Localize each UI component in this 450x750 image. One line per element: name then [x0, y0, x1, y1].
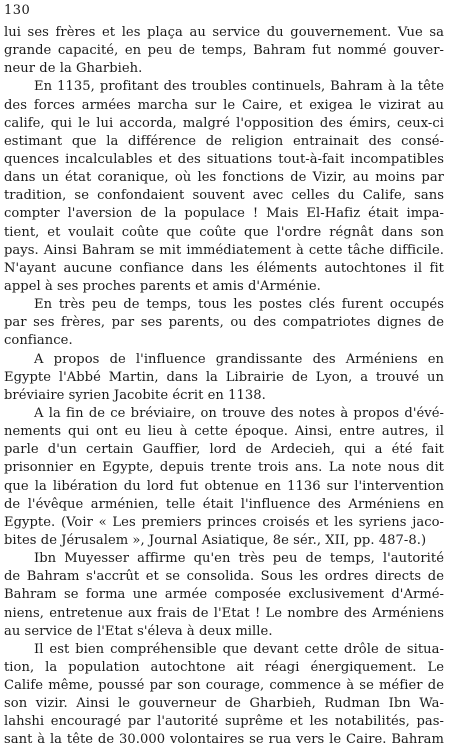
- text-line: A la fin de ce bréviaire, on trouve des notes à propos d'évé-: [34, 405, 444, 421]
- text-line: tient, et voulait coûte que coûte que l'ordre régnât dans son: [4, 224, 444, 240]
- text-line: Egypte. (Voir « Les premiers princes croisés et les syriens jaco-: [4, 514, 444, 530]
- text-line: neur de la Gharbieh.: [4, 61, 143, 77]
- text-line: de l'évêque arménien, telle était l'influence des Arméniens en: [4, 496, 444, 512]
- page-number: 130: [4, 3, 31, 18]
- text-line: bites de Jérusalem », Journal Asiatique, 8e sér., XII, pp. 487-8.): [4, 532, 427, 548]
- text-line: tion, la population autochtone ait réagi énergiquement. Le: [4, 659, 444, 675]
- text-line: Calife même, poussé par son courage, commence à se méfier de: [4, 678, 444, 694]
- text-line: des forces armées marcha sur le Caire, et exigea le vizirat au: [4, 97, 444, 113]
- text-line: confiance.: [4, 333, 73, 349]
- text-line: par ses frères, par ses parents, ou des compatriotes dignes de: [4, 315, 444, 331]
- text-line: pays. Ainsi Bahram se mit immédiatement à cette tâche difficile.: [4, 242, 444, 258]
- text-line: A propos de l'influence grandissante des Arméniens en: [34, 351, 444, 367]
- text-line: calife, qui le lui accorda, malgré l'opposition des émirs, ceux-ci: [4, 115, 444, 131]
- text-line: compter l'aversion de la populace ! Mais El-Hafiz était impa-: [4, 206, 444, 222]
- text-line: N'ayant aucune confiance dans les éléments autochtones il fit: [4, 260, 444, 276]
- text-line: Ibn Muyesser affirme qu'en très peu de temps, l'autorité: [34, 551, 444, 567]
- text-line: quences incalculables et des situations tout-à-fait incompatibles: [4, 151, 444, 167]
- text-line: Egypte l'Abbé Martin, dans la Librairie de Lyon, a trouvé un: [4, 369, 444, 385]
- text-line: En 1135, profitant des troubles continuels, Bahram à la tête: [34, 79, 444, 95]
- text-line: niens, entretenue aux frais de l'Etat ! Le nombre des Arméniens: [4, 605, 444, 621]
- text-line: son vizir. Ainsi le gouverneur de Gharbieh, Rudman Ibn Wa-: [4, 696, 444, 712]
- text-line: estimant que la différence de religion entrainait des consé-: [4, 133, 444, 149]
- text-line: de Bahram s'accrût et se consolida. Sous les ordres directs de: [4, 569, 444, 585]
- text-line: au service de l'Etat s'éleva à deux mille.: [4, 623, 273, 639]
- text-line: bréviaire syrien Jacobite écrit en 1138.: [4, 387, 266, 403]
- text-line: Bahram se forma une armée composée exclusivement d'Armé-: [4, 587, 444, 603]
- text-line: dans un état coranique, où les fonctions de Vizir, au moins par: [4, 170, 444, 186]
- text-line: grande capacité, en peu de temps, Bahram fut nommé gouver-: [4, 43, 444, 59]
- text-line: lui ses frères et les plaça au service du gouvernement. Vue sa: [4, 25, 444, 40]
- text-line: Il est bien compréhensible que devant cette drôle de situa-: [34, 641, 444, 657]
- text-line: que la libération du lord fut obtenue en 1136 sur l'intervention: [4, 478, 444, 494]
- text-line: parle d'un certain Gauffier, lord de Ardecieh, qui a été fait: [4, 442, 444, 458]
- text-line: tradition, se confondaient souvent avec celles du Calife, sans: [4, 188, 444, 204]
- text-line: appel à ses proches parents et amis d'Arménie.: [4, 278, 321, 294]
- text-line: nements qui ont eu lieu à cette époque. Ainsi, entre autres, il: [4, 424, 444, 440]
- text-line: sant à la tête de 30.000 volontaires se rua vers le Caire. Bahram: [4, 732, 444, 748]
- text-line: En très peu de temps, tous les postes clés furent occupés: [34, 297, 444, 313]
- text-line: lahshi encouragé par l'autorité suprême et les notabilités, pas-: [4, 714, 444, 730]
- body-text: [4, 24, 444, 750]
- text-line: prisonnier en Egypte, depuis trente trois ans. La note nous dit: [4, 460, 444, 476]
